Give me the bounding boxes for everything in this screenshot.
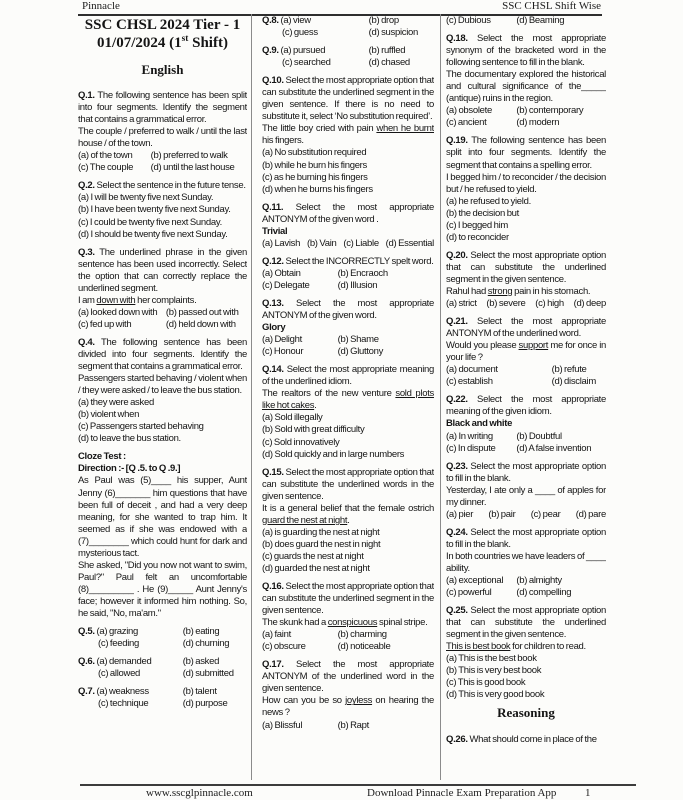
option-row bbox=[446, 509, 606, 521]
option: Q.5. (a) grazing bbox=[78, 626, 139, 638]
option: (d) churning bbox=[182, 638, 230, 650]
question-number: Q.2. bbox=[78, 180, 95, 192]
option-row bbox=[262, 238, 434, 250]
question-block bbox=[446, 316, 606, 388]
option: (a) exceptional bbox=[446, 575, 504, 587]
option: (d) suspicion bbox=[368, 27, 418, 39]
underlined-text: strong bbox=[487, 285, 513, 297]
option: (d) chased bbox=[368, 57, 410, 69]
column-divider-1 bbox=[251, 14, 252, 780]
question-stem: Q.14. Select the most appropriate meaning of the underlined idiom. bbox=[262, 364, 434, 388]
question-stem: Q.2. Select the sentence in the future tense. bbox=[78, 180, 246, 192]
question-stem: Q.25. Select the most appropriate option that can substitute the underlined segment in the given sentence. bbox=[446, 605, 606, 641]
header-title: SSC CHSL Shift Wise bbox=[502, 0, 601, 12]
superscript: st bbox=[181, 34, 189, 44]
option: (c) This is good book bbox=[446, 677, 526, 689]
option: (c) Passengers started behaving bbox=[78, 421, 204, 433]
option-grid bbox=[262, 334, 434, 358]
underlined-text: guard the nest at night bbox=[262, 514, 348, 526]
question-number: Q.3. bbox=[78, 246, 95, 258]
question-text: The couple / preferred to walk / until the last house / of the town. bbox=[78, 126, 247, 150]
option-grid bbox=[262, 268, 434, 292]
option: (a) strict bbox=[446, 298, 477, 310]
question-stem: Q.21. Select the most appropriate ANTONYM of the underlined word. bbox=[446, 316, 606, 340]
underlined-text: sold plots like hot cakes bbox=[262, 388, 434, 412]
option: (c) powerful bbox=[446, 587, 492, 599]
question-text: Passengers started behaving / violent when / they were asked / to leave the bus station. bbox=[78, 373, 247, 397]
option: (a) pier bbox=[446, 508, 474, 520]
question-number: Q.16. bbox=[262, 581, 284, 593]
option: (b) severe bbox=[486, 298, 526, 310]
option-grid bbox=[446, 364, 606, 388]
option: (a) faint bbox=[262, 629, 291, 641]
question-stem: Q.13. Select the most appropriate ANTONYM of the given word. bbox=[262, 297, 434, 322]
option: (c) searched bbox=[282, 57, 331, 69]
question-text: It is a general belief that the female ostrich guard the nest at night. bbox=[262, 502, 434, 526]
option: (a) No substitution required bbox=[262, 147, 367, 159]
option: (d) Illusion bbox=[337, 279, 378, 291]
question-number: Q.13. bbox=[262, 297, 284, 309]
option: (b) while he burn his fingers bbox=[262, 159, 367, 171]
question-stem: Q.26. What should come in place of the bbox=[446, 733, 597, 745]
question-number: Q.25. bbox=[446, 605, 468, 617]
question-block bbox=[78, 180, 247, 240]
question-number: Q.4. bbox=[78, 336, 95, 348]
question-text: Rahul had strong pain in his stomach. bbox=[446, 285, 591, 297]
option: (b) Vain bbox=[306, 237, 337, 249]
question-block bbox=[446, 135, 606, 243]
option: (d) when he burns his fingers bbox=[262, 183, 373, 195]
option: (d) to reconcider bbox=[446, 231, 509, 243]
option-grid bbox=[262, 720, 434, 732]
question-block bbox=[262, 659, 434, 731]
question-block bbox=[78, 451, 247, 620]
option: (d) modern bbox=[516, 117, 560, 129]
question-stem: Q.3. The underlined phrase in the given sentence has been used incorrectly. Select the option that can correctly replace the underlined segment. bbox=[78, 246, 247, 294]
option: (a) Delight bbox=[262, 334, 302, 346]
option: (c) Dubious bbox=[446, 15, 491, 26]
question-stem: Q.4. The following sentence has been divided into four segments. Identify the segment that contains a grammatical error. bbox=[78, 336, 247, 373]
question-block bbox=[446, 461, 606, 521]
question-number: Q.24. bbox=[446, 526, 468, 538]
option: (c) I could be twenty five next Sunday. bbox=[78, 216, 222, 228]
option: (b) Doubtful bbox=[516, 430, 562, 442]
question-block bbox=[262, 15, 434, 39]
option: (c) Liable bbox=[343, 237, 379, 249]
option: (d) purpose bbox=[182, 698, 228, 710]
option: Q.6. (a) demanded bbox=[78, 656, 152, 668]
question-stem: Q.20. Select the most appropriate option that can substitute the underlined segment in the given sentence. bbox=[446, 249, 606, 285]
option-grid bbox=[262, 15, 434, 39]
option: (d) I should be twenty five next Sunday. bbox=[78, 228, 228, 240]
question-block bbox=[78, 90, 247, 174]
option: (b) drop bbox=[368, 15, 399, 26]
underlined-text: This is best book bbox=[446, 641, 511, 653]
option: (b) the decision but bbox=[446, 207, 519, 219]
question-number: Q.18. bbox=[446, 33, 468, 45]
option: (c) pear bbox=[530, 508, 561, 520]
footer-app-promo: Download Pinnacle Exam Preparation App bbox=[367, 787, 557, 799]
option: (a) of the town bbox=[78, 150, 133, 162]
option: (d) submitted bbox=[182, 668, 234, 680]
option: (b) asked bbox=[182, 656, 220, 668]
option: (d) pare bbox=[575, 508, 606, 520]
question-text: Trivial bbox=[262, 225, 288, 237]
question-block bbox=[262, 581, 434, 653]
option: (d) Gluttony bbox=[337, 346, 384, 358]
question-text: I am down with her complaints. bbox=[78, 294, 197, 306]
question-block bbox=[262, 364, 434, 460]
question-block bbox=[446, 734, 606, 746]
option: (b) ruffled bbox=[368, 45, 406, 57]
question-number: Q.6. bbox=[78, 656, 95, 668]
question-number: Q.8. bbox=[262, 15, 279, 26]
option-grid bbox=[78, 626, 247, 650]
option: Q.7. (a) weakness bbox=[78, 686, 149, 698]
column-divider-2 bbox=[440, 14, 441, 780]
paper-title-line: 01/07/2024 (1st Shift) bbox=[97, 34, 228, 51]
question-text: Black and white bbox=[446, 418, 513, 430]
question-text: I begged him / to reconcider / the decision but / he refused to yield. bbox=[446, 171, 606, 195]
header-brand: Pinnacle bbox=[82, 0, 120, 12]
question-stem: Q.22. Select the most appropriate meaning of the given idiom. bbox=[446, 394, 606, 418]
option-grid bbox=[78, 656, 247, 680]
question-number: Q.23. bbox=[446, 460, 468, 472]
option: (c) Honour bbox=[262, 346, 304, 358]
column-2 bbox=[262, 15, 434, 783]
option: (c) In dispute bbox=[446, 442, 496, 454]
option: (d) guarded the nest at night bbox=[262, 562, 370, 574]
question-number: Q.11. bbox=[262, 201, 284, 213]
question-block bbox=[446, 527, 606, 599]
question-text: The little boy cried with pain when he burnt his fingers. bbox=[262, 123, 434, 147]
option: (c) allowed bbox=[98, 668, 141, 680]
option: (a) obsolete bbox=[446, 105, 492, 117]
question-block bbox=[78, 247, 247, 331]
option: (c) as he burning his fingers bbox=[262, 171, 368, 183]
question-block bbox=[446, 394, 606, 454]
underlined-text: conspicuous bbox=[327, 617, 378, 629]
option: (d) noticeable bbox=[337, 641, 391, 653]
option: (a) Blissful bbox=[262, 719, 303, 731]
question-stem: Q.18. Select the most appropriate synonym of the bracketed word in the following sentence to fill in the blank. bbox=[446, 33, 606, 69]
option: (a) Obtain bbox=[262, 267, 301, 279]
option: (a) looked down with bbox=[78, 306, 158, 318]
option: (c) Sold innovatively bbox=[262, 436, 340, 448]
question-block bbox=[446, 605, 606, 701]
question-block bbox=[446, 15, 606, 27]
question-text: Yesterday, I ate only a ____ of apples for my dinner. bbox=[446, 484, 606, 508]
question-stem: Q.10. Select the most appropriate option that can substitute the underlined segment in the given sentence. If there is no need to substitute it, select ‘No substitution required’. bbox=[262, 75, 434, 123]
question-block bbox=[262, 75, 434, 195]
question-block bbox=[446, 33, 606, 129]
question-text: Would you please support me for once in your life ? bbox=[446, 340, 606, 364]
paper-title-line: SSC CHSL 2024 Tier - 1 bbox=[84, 17, 241, 33]
question-text: Glory bbox=[262, 322, 286, 334]
option: (a) document bbox=[446, 364, 498, 376]
question-text: The skunk had a conspicuous spinal stripe. bbox=[262, 617, 428, 629]
question-text: She asked, "Did you now not want to swim, Paul?" Paul felt an uncomfortable (8)_________ . He (9)_____ Aunt Jenny's face; however it informed him nothing. So, he said, "No, ma'am." bbox=[78, 559, 247, 619]
option: (b) Rapt bbox=[337, 719, 369, 731]
option: (d) This is very good book bbox=[446, 689, 545, 701]
question-number: Q.7. bbox=[78, 686, 95, 698]
option-grid bbox=[262, 45, 434, 69]
option: (c) guards the nest at night bbox=[262, 550, 364, 562]
option: (d) Beaming bbox=[516, 15, 565, 26]
question-number: Q.14. bbox=[262, 364, 284, 376]
option-grid bbox=[446, 431, 606, 455]
question-text: Direction :- [Q .5. to Q .9.] bbox=[78, 463, 181, 475]
option: (b) talent bbox=[182, 686, 217, 698]
option: (a) Sold illegally bbox=[262, 412, 323, 424]
option: (b) Shame bbox=[337, 334, 379, 346]
option: (a) This is the best book bbox=[446, 653, 537, 665]
option: (d) deep bbox=[573, 298, 606, 310]
option: (d) disclaim bbox=[551, 376, 596, 388]
option: (b) passed out with bbox=[165, 306, 239, 318]
option-grid bbox=[262, 629, 434, 653]
question-text: How can you be so joyless on hearing the news ? bbox=[262, 695, 434, 719]
option: (a) they were asked bbox=[78, 397, 154, 409]
option: Q.9. (a) pursued bbox=[262, 45, 326, 57]
question-block bbox=[262, 298, 434, 358]
underlined-text: when he burnt bbox=[376, 123, 434, 135]
option: (c) I begged him bbox=[446, 219, 509, 231]
option-grid bbox=[78, 686, 247, 710]
option-grid bbox=[446, 575, 606, 599]
question-block bbox=[78, 626, 247, 650]
question-text: The documentary explored the historical and cultural significance of the_____ (antique) ruins in the region. bbox=[446, 69, 606, 105]
question-number: Q.9. bbox=[262, 45, 279, 57]
option: (c) obscure bbox=[262, 641, 306, 653]
question-stem: Q.1. The following sentence has been split into four segments. Identify the segment that contains a grammatical error. bbox=[78, 90, 247, 126]
option: (b) preferred to walk bbox=[150, 150, 228, 162]
question-number: Q.22. bbox=[446, 394, 468, 406]
question-block bbox=[262, 256, 434, 292]
column-3 bbox=[446, 15, 606, 783]
option: (c) ancient bbox=[446, 117, 487, 129]
option: (a) he refused to yield. bbox=[446, 195, 531, 207]
question-stem: Q.15. Select the most appropriate option that can substitute the underlined words in the given sentence. bbox=[262, 466, 434, 502]
question-stem: Q.16. Select the most appropriate option that can substitute the underlined segment in the given sentence. bbox=[262, 581, 434, 617]
question-stem: Q.11. Select the most appropriate ANTONYM of the given word . bbox=[262, 201, 434, 225]
question-block bbox=[78, 656, 247, 680]
option: (b) almighty bbox=[516, 575, 562, 587]
option: (b) does guard the nest in night bbox=[262, 538, 381, 550]
option-grid bbox=[446, 105, 606, 129]
option: (b) I have been twenty five next Sunday. bbox=[78, 204, 231, 216]
question-number: Q.15. bbox=[262, 466, 284, 478]
option: (b) Encraoch bbox=[337, 267, 388, 279]
underlined-text: down with bbox=[96, 294, 136, 306]
footer-website: www.sscglpinnacle.com bbox=[146, 787, 253, 799]
option: (b) eating bbox=[182, 626, 220, 638]
question-number: Q.12. bbox=[262, 255, 284, 267]
question-number: Q.10. bbox=[262, 75, 284, 87]
question-number: Q.26. bbox=[446, 733, 468, 745]
question-text: The realtors of the new venture sold plots like hot cakes. bbox=[262, 388, 434, 412]
question-block bbox=[446, 250, 606, 310]
question-stem: Q.19. The following sentence has been split into four segments. Identify the segment that contains a spelling error. bbox=[446, 135, 606, 171]
option: (b) This is very best book bbox=[446, 665, 542, 677]
option: (a) Lavish bbox=[262, 237, 301, 249]
option: (c) fed up with bbox=[78, 318, 132, 330]
option-grid bbox=[78, 150, 247, 174]
option: (d) to leave the bus station. bbox=[78, 433, 181, 445]
question-block bbox=[262, 45, 434, 69]
question-text: In both countries we have leaders of ____ ability. bbox=[446, 550, 606, 574]
question-stem: Q.23. Select the most appropriate option to fill in the blank. bbox=[446, 460, 606, 484]
option: (c) establish bbox=[446, 376, 493, 388]
option: (d) Essential bbox=[385, 237, 434, 249]
option: (d) until the last house bbox=[150, 162, 235, 174]
option: (b) pair bbox=[488, 508, 516, 520]
question-stem: Q.12. Select the INCORRECTLY spelt word. bbox=[262, 255, 434, 267]
option: (a) is guarding the nest at night bbox=[262, 526, 380, 538]
footer-page-number: 1 bbox=[585, 787, 591, 799]
option-grid bbox=[446, 15, 606, 27]
option: (b) charming bbox=[337, 629, 387, 641]
option: (c) The couple bbox=[78, 162, 134, 174]
option: (b) violent when bbox=[78, 409, 140, 421]
question-number: Q.1. bbox=[78, 90, 95, 102]
option: (c) high bbox=[535, 298, 564, 310]
option: (c) guess bbox=[282, 27, 318, 39]
option: (d) compelling bbox=[516, 587, 572, 599]
question-block bbox=[78, 337, 247, 445]
section-heading: Reasoning bbox=[497, 705, 555, 721]
question-number: Q.20. bbox=[446, 249, 468, 261]
option: Q.8. (a) view bbox=[262, 15, 311, 26]
section-heading: English bbox=[141, 62, 184, 77]
underlined-text: support bbox=[518, 340, 549, 352]
option-grid bbox=[78, 307, 247, 331]
question-number: Q.17. bbox=[262, 659, 284, 671]
option: (c) Delegate bbox=[262, 279, 310, 291]
option: (b) refute bbox=[551, 364, 587, 376]
question-number: Q.19. bbox=[446, 135, 468, 147]
underlined-text: joyless bbox=[345, 695, 373, 707]
option: (a) In writing bbox=[446, 430, 493, 442]
question-text: As Paul was (5)____ his supper, Aunt Jenny (6)_______ him questions that have been full of deceit , and had a very deep meaning, for she wanted to trap him. It seemed as if she was endowed with a (7)________ which could hunt for dark and mysterious tact. bbox=[78, 475, 247, 559]
option: (b) Sold with great difficulty bbox=[262, 424, 365, 436]
option: (d) A false invention bbox=[516, 442, 592, 454]
option: (a) I will be twenty five next Sunday. bbox=[78, 192, 214, 204]
footer-rule bbox=[80, 784, 636, 786]
question-block bbox=[262, 467, 434, 575]
option: (c) feeding bbox=[98, 638, 139, 650]
column-1 bbox=[78, 15, 247, 783]
question-stem: Q.17. Select the most appropriate ANTONYM of the underlined word in the given sentence. bbox=[262, 659, 434, 695]
question-text: Cloze Test : bbox=[78, 451, 126, 463]
option: (b) contemporary bbox=[516, 105, 584, 117]
paper-title bbox=[78, 16, 247, 52]
option: (c) technique bbox=[98, 698, 149, 710]
question-text: This is best book for children to read. bbox=[446, 641, 586, 653]
option: (d) Sold quickly and in large numbers bbox=[262, 448, 405, 460]
option: (d) held down with bbox=[165, 318, 236, 330]
question-number: Q.21. bbox=[446, 316, 468, 328]
question-number: Q.5. bbox=[78, 626, 95, 638]
question-block bbox=[78, 686, 247, 710]
option-row bbox=[446, 298, 606, 310]
question-block bbox=[262, 202, 434, 250]
question-stem: Q.24. Select the most appropriate option to fill in the blank. bbox=[446, 526, 606, 550]
